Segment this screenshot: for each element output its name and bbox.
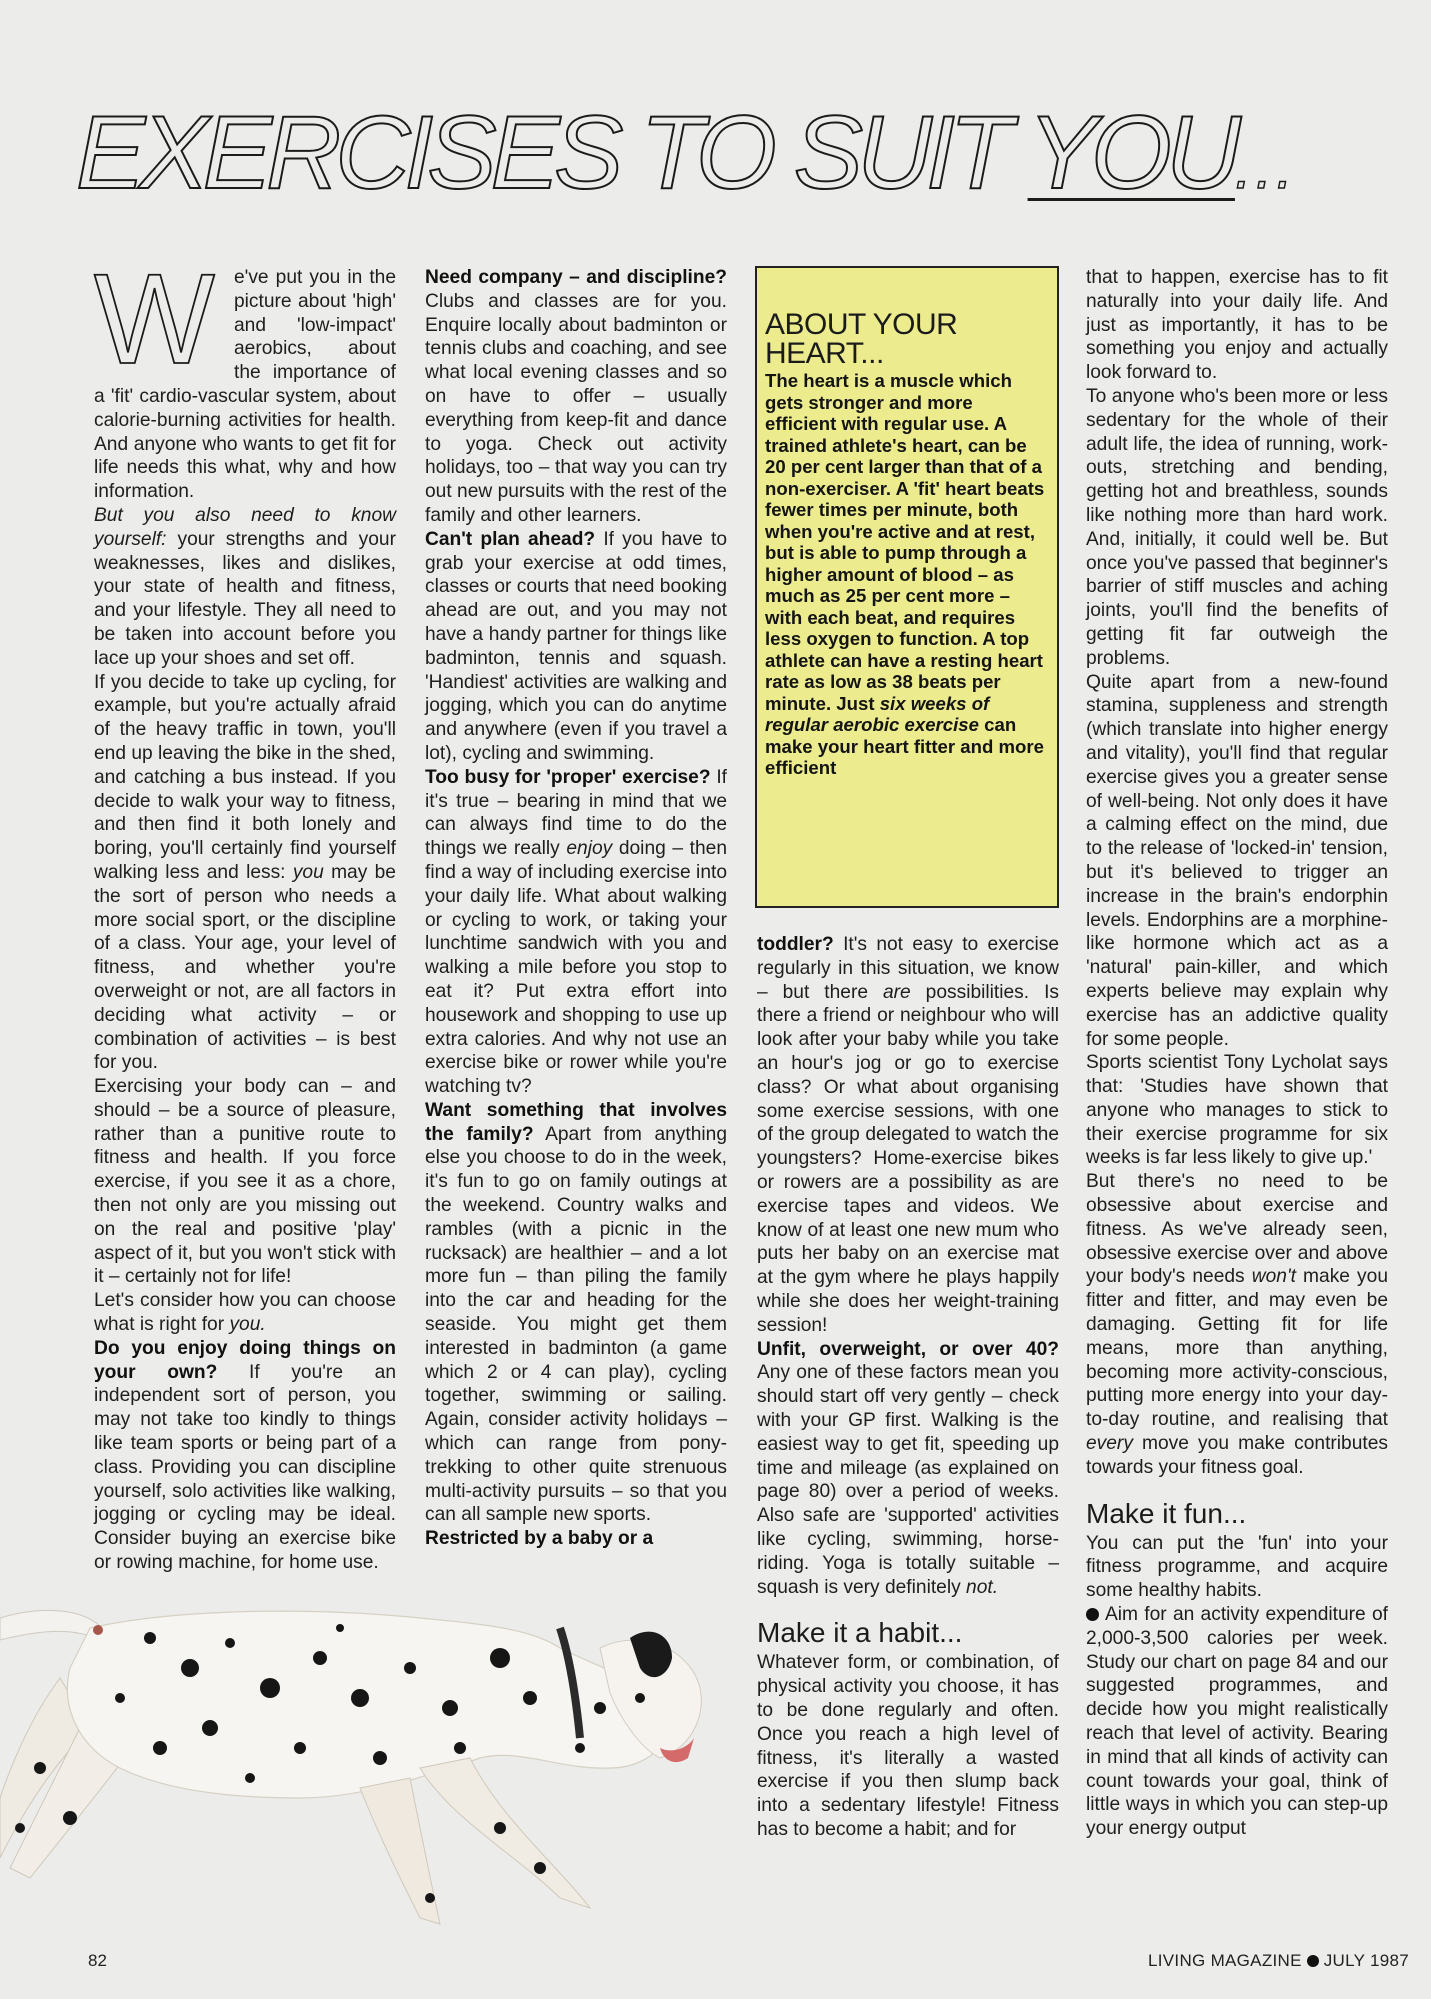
paragraph-text: It's not easy to exercise regularly in this situation, we know – but there [757, 934, 1059, 1003]
run-in-heading: Do you enjoy doing things on your own? [94, 1337, 396, 1383]
emphasis: you [292, 861, 324, 883]
page-number: 82 [88, 1951, 107, 1970]
paragraph-text: If you have to grab your exercise at odd times, classes or courts that need booking ahead are out, and you may not have a handy partner for things like badminton, tennis and squash. 'Handiest' activities are walking and jogging, which you can do anytime and anywhere (even if you travel a lot), cycling and swimming. [425, 528, 728, 764]
paragraph-text: Aim for an activity expenditure of 2,000-3,500 calories per week. Study our chart on page 84 and our suggested programmes, and decide how you might realistically reach that level of activity. Bearing in mind that all kinds of activity can count towards your goal, think of little ways in which you can step-up your energy output [1086, 1604, 1388, 1840]
paragraph [425, 1099, 727, 1527]
paragraph-text: possibilities. Is there a friend or neighbour who will look after your baby while you take an hour's jog or go to exercise class? Or what about organising some exercise sessions, with one of the group delegated to watch the youngsters? Home-exercise bikes or rowers are a possibility as are exercise tapes and videos. We know of at least one new mum who puts her baby on an exercise mat at the gym where he plays happily while she does her weight-training session! [757, 981, 1059, 1336]
box-title: ABOUT YOUR HEART... [765, 308, 958, 370]
article-column-3 [757, 933, 1059, 1842]
paragraph [425, 266, 727, 528]
headline-ellipsis: ... [1234, 134, 1297, 201]
paragraph [757, 1338, 1059, 1600]
paragraph-text: If you're an independent sort of person, you may not take too kindly to things like team sports or being part of a class. Providing you can discipline yourself, solo activities like walking, jogging or cycling may be ideal. Consider buying an exercise bike or rowing machine, for home use. [94, 1361, 396, 1574]
article-column-1 [94, 248, 396, 1575]
paragraph: Whatever form, or combination, of physical activity you choose, it has to be done regularly and often. Once you reach a high level of fitness, it's literally a wasted exercise if you then slump back into a sedentary lifestyle! Fitness has to become a habit; and for [757, 1652, 1059, 1840]
emphasis: you. [229, 1314, 266, 1336]
emphasis: won't [1251, 1266, 1296, 1288]
paragraph-text: But there's no need to be obsessive about exercise and fitness. As we've already seen, obsessive exercise over and above your body's needs [1086, 1171, 1388, 1288]
bullet-icon [1086, 1608, 1099, 1621]
paragraph [425, 766, 727, 1099]
paragraph: Quite apart from a new-found stamina, suppleness and strength (which translate into higher energy and vitality), you'll find that regular exercise gives you a greater sense of well-being. Not only does it have a calming effect on the mind, due to the release of 'locked-in' tension, but it's believed to trigger an increase in the brain's endorphin levels. Endorphins are a morphine-like hormone which act as a 'natural' pain-killer, and which experts believe may explain why exercise has an addictive quality for some people. [1086, 671, 1388, 1050]
dalmatian-dog-illustration [0, 1598, 720, 1938]
dog-tail [0, 1610, 100, 1640]
emphasis: But you also need to know yourself: [94, 504, 396, 550]
publication-footer [1148, 1951, 1409, 1971]
drop-cap: W [94, 248, 201, 391]
run-in-heading: Need company – and discipline? [425, 267, 727, 288]
paragraph-text: Let's consider how you can choose what is right for [94, 1290, 396, 1336]
subhead-make-it-fun: Make it fun... [1086, 1497, 1247, 1529]
paragraph-text: If you decide to take up cycling, for example, but you're actually afraid of the heavy traffic in town, you'll end up leaving the bike in the shed, and catching a bus instead. If you decide to walk your way to fitness, and then find it both lonely and boring, you'll certainly find yourself walking less and less: [94, 671, 396, 883]
dog-nose [93, 1625, 103, 1635]
article-column-4 [1086, 266, 1388, 1841]
run-in-heading: Restricted by a baby or a [425, 1528, 654, 1550]
emphasis: are [882, 981, 911, 1003]
paragraph [757, 933, 1059, 1338]
paragraph [1086, 1170, 1388, 1479]
paragraph-text: doing – then find a way of including exercise into your daily life. What about walking or cycling to work, or taking your lunchtime sandwich with you and walking a mile before you stop to eat it? Put extra effort into housework and shopping to use up extra calories. And why not use an exercise bike or rower while you're watching tv? [425, 838, 727, 1098]
paragraph-text: Apart from anything else you choose to do in the week, it's fun to go on family outings at the weekend. Country walks and rambles (with a picnic in the rucksack) are healthier – and a lot more fun – than piling the family into the car and heading for the seaside. You might get them interested in badminton (a game which 2 or 4 can play), cycling together, swimming or sailing. Again, consider activity holidays – which can range from pony-trekking to other quite strenuous multi-activity pursuits – so that you can all sample new sports. [425, 1123, 727, 1526]
paragraph-text: your strengths and your weaknesses, likes and dislikes, your state of health and fitness, and your lifestyle. They all need to be taken into account before you lace up your shoes and set off. [94, 528, 396, 669]
article-column-2 [425, 266, 727, 1551]
run-in-heading: Too busy for 'proper' exercise? [425, 766, 711, 788]
paragraph [425, 528, 727, 766]
emphasis: every [1086, 1433, 1133, 1455]
paragraph: that to happen, exercise has to fit naturally into your daily life. And just as importantly, it has to be something you enjoy and actually look forward to. [1086, 267, 1388, 384]
publication-name: LIVING MAGAZINE [1148, 1951, 1302, 1970]
paragraph [94, 1337, 396, 1575]
paragraph-text: move you make contributes towards your fitness goal. [1086, 1433, 1388, 1478]
paragraph [94, 248, 396, 504]
emphasis: not. [966, 1576, 999, 1598]
headline-you: YOU [1027, 95, 1235, 211]
paragraph [425, 1527, 727, 1551]
paragraph-text: Clubs and classes are for you. Enquire locally about badminton or tennis clubs and coaching, and see what local evening classes and so on have to offer – usually everything from keep-fit and dance to yoga. Check out activity holidays, too – that way you can try out new pursuits with the rest of the family and other learners. [425, 290, 727, 526]
subhead-make-it-a-habit: Make it a habit... [757, 1617, 963, 1649]
box-text-emphasis: six weeks of regular aerobic exercise [765, 692, 990, 735]
paragraph-text: If it's true – bearing in mind that we can always find time to do the things we really [425, 766, 727, 860]
bullet-paragraph [1086, 1603, 1388, 1841]
paragraph-text: Any one of these factors mean you should start off very gently – check with your GP first. Walking is the easiest way to get fit, speeding up time and mileage (as explained on page 80) over a period of weeks. Also safe are 'supported' activities like cycling, swimming, horse-riding. Yoga is totally suitable – squash is very definitely [757, 1362, 1059, 1598]
headline-text: EXERCISES TO SUIT [76, 95, 1028, 211]
paragraph: Exercising your body can – and should – be a source of pleasure, rather than a punitive route to fitness and health. If you force exercise, if you see it as a chore, then not only are you missing out on the real and positive 'play' aspect of it, but you won't stick with it – certainly not for life! [94, 1076, 396, 1288]
paragraph: Sports scientist Tony Lycholat says that: 'Studies have shown that anyone who manages to stick to their exercise programme for six weeks is far less likely to give up.' [1086, 1052, 1388, 1169]
publication-date: JULY 1987 [1323, 1951, 1409, 1970]
paragraph: You can put the 'fun' into your fitness programme, and acquire some healthy habits. [1086, 1532, 1388, 1602]
page-headline [76, 88, 1396, 218]
run-in-heading: Can't plan ahead? [425, 528, 596, 550]
bullet-icon [1307, 1955, 1319, 1967]
box-text-main: The heart is a muscle which gets stronger and more efficient with regular use. A trained athlete's heart, can be 20 per cent larger than that of a non-exerciser. A 'fit' heart beats fewer times per minute, both when you're active and at rest, but is able to pump through a higher amount of blood – as much as 25 per cent more – with each beat, and requires less oxygen to function. A top athlete can have a resting heart rate as low as 38 beats per minute. Just [765, 370, 1045, 714]
paragraph-text: make you fitter and fitter, and may even be damaging. Getting fit for life means, more than anything, becoming more activity-conscious, putting more energy into your day-to-day routine, and realising that [1086, 1266, 1388, 1431]
paragraph [94, 1289, 396, 1337]
paragraph [94, 504, 396, 671]
paragraph: To anyone who's been more or less sedentary for the whole of their adult life, the idea of running, work-outs, stretching and bending, getting hot and breathless, sounds like nothing more than hard work. And, initially, it could well be. But once you've passed that beginner's barrier of stiff muscles and aching joints, you'll find the benefits of getting fit far outweigh the problems. [1086, 385, 1388, 669]
emphasis: enjoy [566, 838, 613, 860]
paragraph-text: e've put you in the picture about 'high' and 'low-impact' aerobics, about the importance of a 'fit' cardio-vascular system, about calorie-burning activities for health. And anyone who wants to get fit for life needs this what, why and how information. [94, 267, 396, 503]
run-in-heading: Unfit, overweight, or over 40? [757, 1338, 1059, 1360]
paragraph-text: may be the sort of person who needs a more social sport, or the discipline of a class. Your age, your level of fitness, and whether you're overweight or not, are all factors in deciding what activity – or combination of activities – is best for you. [94, 861, 396, 1074]
dog-front-leg [420, 1758, 590, 1908]
box-text-end: can make your heart fitter and more efficient [765, 714, 1044, 778]
about-your-heart-box [755, 266, 1059, 908]
run-in-heading: Want something that involves the family? [425, 1099, 727, 1145]
run-in-heading: toddler? [757, 934, 834, 955]
box-text [765, 370, 1049, 779]
paragraph [94, 671, 396, 1076]
